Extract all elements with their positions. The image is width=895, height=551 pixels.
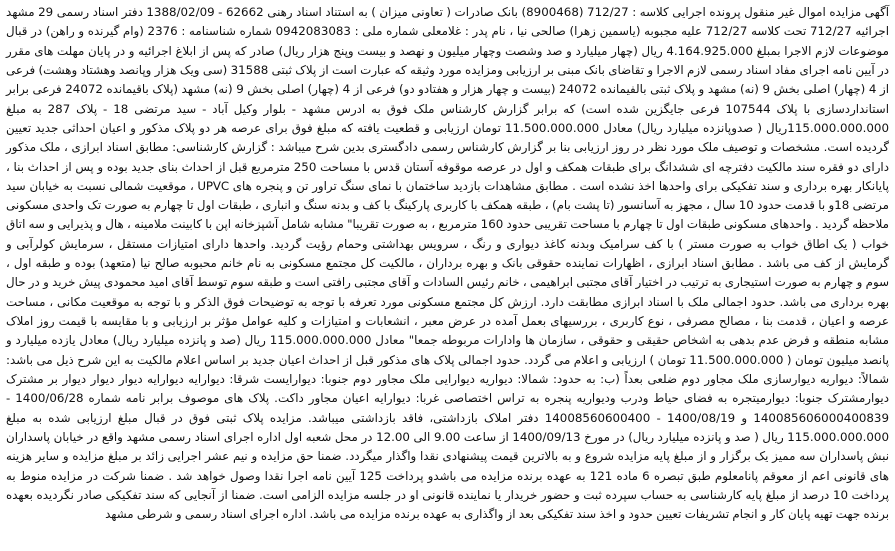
auction-notice-text: آگهی مزایده اموال غیر منقول پرونده اجرایی کلاسه : 712/27 (8900468) بانک صادرات ( تعاونی میزان ) به استناد اسناد رهنی 62662 - 1388/02/09 دفتر اسناد رسمی 29 مشهد اجرائیه 712/27 تحت کلاسه 712/27 علیه مجبوبه (یاسمین زهرا) صالحی نیا ، نام پدر : غلامعلی شماره ملی : 0942083083 شماره شناسنامه : 2376 (وام گیرنده و راهن) در قبال موضوعات لازم الاجرا بمبلغ 4.164.925.000 ریال (چهار میلیارد و صد وشصت وچهار میلیون و نهصد و بیست وپنج هزار ریال) صادر که پس از ابلاغ اجرائیه و در پایان مهلت های مقرر در آیین نامه اجرای مفاد اسناد رسمی لازم الاجرا و تقاضای بانک مبنی بر ارزیابی ومزایده مورد وثیقه که عبارت است از پلاک ثبتی 31588 (سی ویک هزار وپانصد وهشتاد وهشت) فرعی از 4 (چهار) اصلی بخش 9 (نه) مشهد و پلاک ثبتی بالفیمانده 24072 (بیست و چهار هزار و هفتادو دو) فرعی از 4 (چهار) اصلی بخش 9 (نه) مشهد (پلاک باقیمانده 24072 فرعی برابر استانداردسازی با پلاک 107544 فرعی جایگزین شده است) که برابر گزارش کارشناس ملک فوق به ادرس مشهد - بلوار وکیل آباد - سید مرتضی 18 - پلاک 287 به مبلغ 115.000.000.000ریال ( صدوپانزده میلیارد ریال) معادل 11.500.000.000 تومان ارزیابی و قطعیت یافته که مبلغ فوق برای عرصه هر دو پلاک مذکور و اعیان احداثی جدید تعیین گردیده است. مشخصات و توصیف ملک مورد نظر در روز ارزیابی بنا بر گزارش کارشناس رسمی دادگستری بدین شرح میباشد : گزارش کارشناسی: مطابق اسناد ابرازی ، ملک مذکور دارای دو فقره سند مالکیت دفترچه ای ششدانگ برای طبقات همکف و اول در عرصه موقوفه آستان قدس با مساحت 250 مترمربع قبل از احداث بنای جدید بوده و پس از احداث بنا ، پایانکار بهره برداری و سند تفکیکی برای واحدها اخذ نشده است . مطابق مشاهدات بازدید ساختمان با نمای سنگ تراور تن و پنجره های UPVC ، موقعیت شمالی نسبت به خیابان سید مرتضی 18و با قدمت حدود 10 سال ، مجهز به آسانسور (تا پشت بام) ، طبقه همکف با کاربری پارکینگ با کف و بدنه سنگ و انباری ، طبقات اول تا چهارم به صورت تک واحدی مسکونی ملاحظه گردید . واحدهای مسکونی طبقات اول تا چهارم با مساحت تقریبی حدود 160 مترمربع ، به صورت تقریبا" مشابه شامل آشپزخانه اپن با کابینت ملامینه ، هال و پذیرایی و سه اتاق خواب ( یک اطاق خواب به صورت مستر ) با کف سرامیک وبدنه کاغذ دیواری و رنگ ، سرویس بهداشتی وحمام رؤیت گردید. واحدها دارای امتیازات مستقل ، سرمایش کولرآبی و گرمایش از کف می باشد . مطابق اسناد ابرازی ، اظهارات نماینده حقوقی بانک و بهره برداران ، مالکیت کل مجتمع مسکونی به نام خانم محبوبه صالح نیا (متعهد) بوده و طبقه اول ، سوم و چهارم به صورت استیجاری به ترتیب در اختیار آقای مجتبی ابراهیمی ، خانم رئیس السادات و آقای مجتبی رافتی است و طبقه سوم توسط آقای امید محمودی پیش خرید و در حال بهره برداری می باشد. حدود اجمالی ملک با اسناد ابرازی مطابقت دارد. ارزش کل مجتمع مسکونی مورد تعرفه با توجه به توضیحات فوق الذکر و با توجه به موقعیت مکانی ، مساحت عرصه و اعیان ، قدمت بنا ، مصالح مصرفی ، نوع کاربری ، بررسیهای بعمل آمده در عرض معبر ، انشعابات و امتیازات و کلیه عوامل مؤثر بر ارزیابی و با مقایسه با قیمت روز املاک مشابه منطقه و فرض عدم بدهی به اشخاص حقیقی و حقوقی ، سازمان ها وادارات مربوطه جمعا" معادل 115.000.000.000 ریال (صد و پانزده میلیارد ریال) معادل یازده میلیارد و پانصد میلیون تومان ( 11.500.000.000 تومان ) ارزیابی و اعلام می گردد. حدود اجمالی پلاک های مذکور قبل از احداث اعیان جدید بر اساس اعلام مالکیت به این شرح ذیل می باشد: شمالاً: دیواریه دیوارسازی ملک مجاور دوم ضلعی بعداً (ب: به حدود: شمالا: دیواریه دیوارایی ملک مجاور دوم جنوبا: دیوارایست شرقا: دیوارایه دیوارایه دیوار دیوار دیوار بر مشترک دیوارمشترک جنوبا: دیوارمیتجره به فضای حیاط ودرب ودیواریه پنجره به تراس اختصاصی غربا: دیوارایه اعیان مجاور داکت. پلاک های موصوف برابر نامه شماره 1400/06/28 - 140085606000400839 و 1400/08/19 - 14008560600400 دفتر املاک بازداشتی، فاقد بازداشتی میباشد. مزایده پلاک ثبتی فوق در قبال مبلغ ارزیابی شده به مبلغ 115.000.000.000 ریال ( صد و پانزده میلیارد ریال) در مورخ 1400/09/13 از ساعت 9.00 الی 12.00 در محل شعبه اول اداره اجرای اسناد رسمی مشهد واقع در خیابان پاسداران نبش پاسداران سه ممیز یک برگزار و از مبلغ پایه مزایده شروع و به بالاترین قیمت پیشنهادی نقدا واگذار میگردد. ضمنا حق مزایده و نیم عشر اجرایی زائد بر مبلغ مزایده و سایر هزینه های قانونی اعم از معوقم پانامعلوم طبق تبصره 6 ماده 121 به عهده برنده مزایده می باشدو پرداخت 125 آیین نامه اجرا نقدا وصول خواهد شد . ضمنا شرکت در مزایده منوط به پرداخت 10 درصد از مبلغ پایه کارشناسی به حساب سپرده ثبت و حضور خریدار یا نماینده قانونی او در جلسه مزایده الزامی است. ضمنا از آنجایی که سند تفکیکی صادر نگردیده بعهده برنده جهت تهیه پایان کار و انجام تشریفات تعیین حدود و اخذ سند تفکیکی بعد از واگذاری به عهده برنده مزایده می باشد. اداره اجرای اسناد رسمی و شرطی مشهد <box>6 5 890 522</box>
